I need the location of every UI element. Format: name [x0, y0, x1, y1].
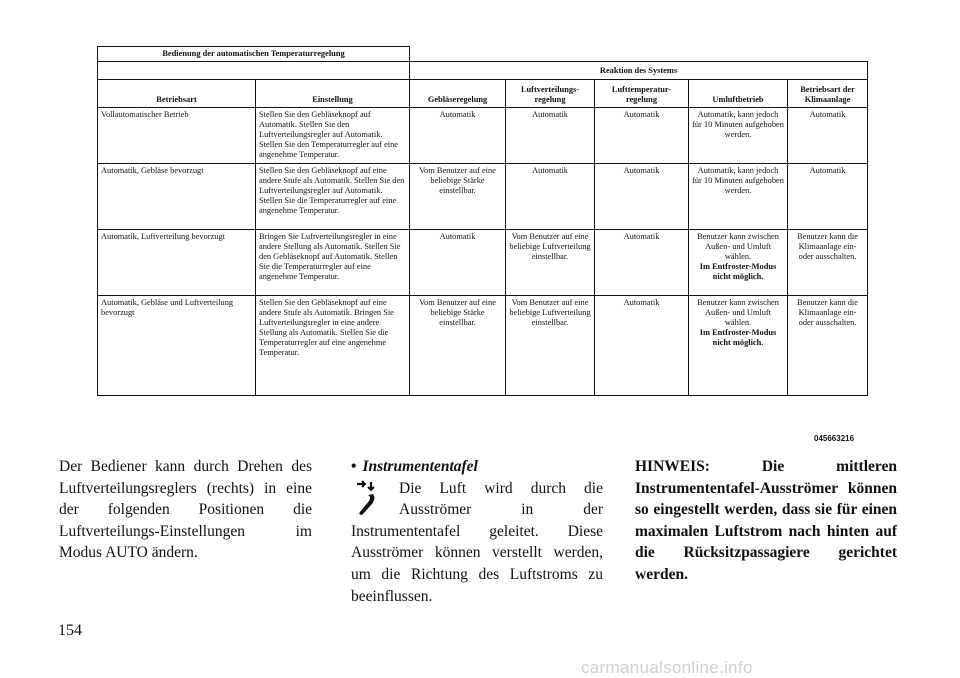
header-ac: Betriebsart der Klimaanlage	[788, 80, 868, 108]
cell-mode: Vollautomatischer Betrieb	[98, 108, 256, 164]
table-caption: Bedienung der automatischen Temperaturregelung	[98, 47, 410, 62]
cell-temp: Automatik	[595, 164, 689, 230]
watermark: carmanualsonline.info	[581, 658, 753, 677]
climate-control-table	[97, 46, 868, 396]
cell-recirc-note: Im Entfroster-Modus nicht möglich.	[699, 327, 777, 347]
cell-recirc: Automatik, kann jedoch für 10 Minuten aufgehoben werden.	[689, 108, 788, 164]
intro-paragraph: Der Bediener kann durch Drehen des Luftverteilungsreglers (rechts) in eine der folgenden Positionen die Luftverteilungs-Einstellungen im Modus AUTO ändern.	[59, 458, 312, 562]
cell-recirc-text: Benutzer kann zwischen Außen- und Umluft wählen.	[697, 298, 779, 327]
cell-fan: Vom Benutzer auf eine beliebige Stärke einstellbar.	[410, 164, 506, 230]
cell-fan: Automatik	[410, 230, 506, 296]
cell-recirc	[689, 296, 788, 396]
cell-airflow: Automatik	[506, 164, 595, 230]
cell-ac: Automatik	[788, 164, 868, 230]
cell-setting: Stellen Sie den Gebläseknopf auf Automatik. Stellen Sie den Luftverteilungsregler auf Automatik. Stellen Sie den Temperaturregler auf eine angenehme Temperatur.	[256, 108, 410, 164]
cell-mode: Automatik, Gebläse bevorzugt	[98, 164, 256, 230]
reaction-header: Reaktion des Systems	[410, 62, 868, 80]
cell-recirc-note: Im Entfroster-Modus nicht möglich.	[699, 261, 777, 281]
panel-vent-icon	[351, 478, 391, 520]
cell-temp: Automatik	[595, 108, 689, 164]
climate-control-table-figure	[97, 46, 867, 396]
cell-airflow: Vom Benutzer auf eine beliebige Luftverteilung einstellbar.	[506, 296, 595, 396]
cell-ac: Automatik	[788, 108, 868, 164]
header-fan: Gebläseregelung	[410, 80, 506, 108]
table-row	[98, 230, 868, 296]
cell-setting: Bringen Sie Luftverteilungsregler in eine andere Stellung als Automatik. Stellen Sie den Gebläseknopf auf Automatik. Stellen Sie die Temperaturregler auf eine angenehme Temperatur.	[256, 230, 410, 296]
cell-airflow: Vom Benutzer auf eine beliebige Luftverteilung einstellbar.	[506, 230, 595, 296]
figure-id: 045663216	[814, 434, 855, 443]
page-number: 154	[58, 622, 82, 639]
cell-recirc-text: Benutzer kann zwischen Außen- und Umluft wählen.	[697, 232, 779, 261]
table-row	[98, 164, 868, 230]
header-temp: Lufttemperatur-regelung	[595, 80, 689, 108]
cell-fan: Vom Benutzer auf eine beliebige Stärke einstellbar.	[410, 296, 506, 396]
cell-mode: Automatik, Gebläse und Luftverteilung bevorzugt	[98, 296, 256, 396]
cell-ac: Benutzer kann die Klimaanlage ein- oder ausschalten.	[788, 296, 868, 396]
cell-setting: Stellen Sie den Gebläseknopf auf eine andere Stufe als Automatik. Stellen Sie den Luftverteilungsregler auf Automatik. Stellen Sie die Temperaturregler auf eine angenehme Temperatur.	[256, 164, 410, 230]
panel-vent-paragraph: Die Luft wird durch die Ausströmer in der Instrumententafel geleitet. Diese Ausströmer können verstellt werden, um die Richtung des Luftstroms zu beeinflussen.	[351, 479, 603, 605]
cell-fan: Automatik	[410, 108, 506, 164]
cell-recirc: Automatik, kann jedoch für 10 Minuten aufgehoben werden.	[689, 164, 788, 230]
cell-setting: Stellen Sie den Gebläseknopf auf eine andere Stufe als Automatik. Bringen Sie Luftverteilungsregler in eine andere Stellung als Automatik. Stellen Sie die Temperaturregler auf eine angenehme Temperatur.	[256, 296, 410, 396]
table-row	[98, 108, 868, 164]
cell-temp: Automatik	[595, 296, 689, 396]
header-recirc: Umluftbetrieb	[689, 80, 788, 108]
bullet-heading-text: Instrumententafel	[362, 458, 478, 475]
bullet-heading: • Instrumententafel	[351, 458, 478, 475]
cell-airflow: Automatik	[506, 108, 595, 164]
cell-ac: Benutzer kann die Klimaanlage ein- oder ausschalten.	[788, 230, 868, 296]
header-setting: Einstellung	[256, 80, 410, 108]
panel-vent-section	[351, 456, 603, 607]
cell-mode: Automatik, Luftverteilung bevorzugt	[98, 230, 256, 296]
header-airflow: Luftverteilungs-regelung	[506, 80, 595, 108]
cell-temp: Automatik	[595, 230, 689, 296]
cell-recirc	[689, 230, 788, 296]
table-row	[98, 296, 868, 396]
note-paragraph: HINWEIS: Die mittleren Instrumententafel-Ausströmer können so eingestellt werden, dass sie für einen maximalen Luftstrom nach hinten auf die Rücksitzpassagiere gerichtet werden.	[635, 458, 897, 583]
header-mode: Betriebsart	[98, 80, 256, 108]
